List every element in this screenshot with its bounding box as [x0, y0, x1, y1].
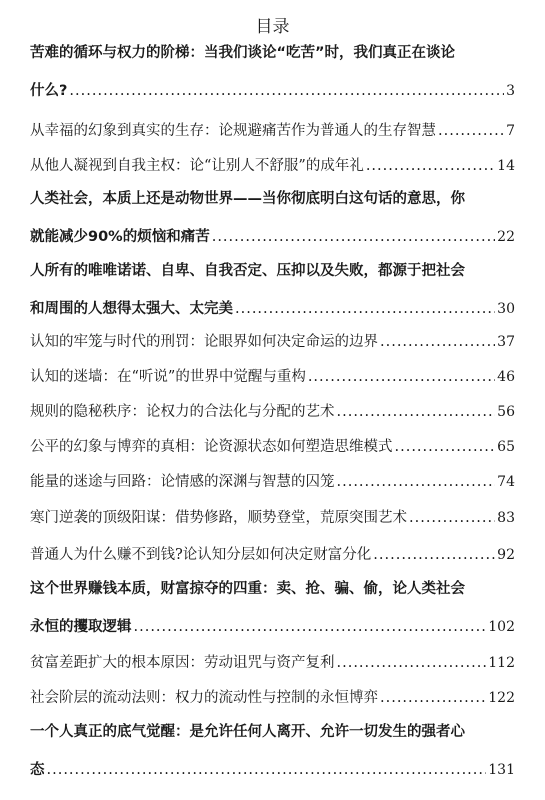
toc-entry[interactable] [30, 157, 515, 177]
toc-entry-title: 认知的迷墙：在“听说”的世界中觉醒与重构 [30, 369, 306, 385]
toc-entry-title-cont: 什么? [30, 83, 68, 99]
toc-page-number: 56 [497, 404, 515, 420]
toc-page-number: 46 [497, 369, 515, 385]
toc-entry[interactable] [30, 262, 515, 320]
dot-leader [235, 300, 495, 318]
toc-entry-title-cont: 和周围的人想得太强大、太完美 [30, 301, 233, 317]
toc-entry[interactable] [30, 122, 515, 142]
toc-entry-title: 普通人为什么赚不到钱?论认知分层如何决定财富分化 [30, 547, 372, 563]
dot-leader [380, 333, 495, 351]
toc-entry-title: 社会阶层的流动法则：权力的流动性与控制的永恒博弈 [30, 690, 378, 706]
toc-page-number: 14 [497, 158, 515, 174]
toc-entry-title: 人类社会，本质上还是动物世界——当你彻底明白这句话的意思，你 [30, 191, 465, 207]
toc-entry[interactable] [30, 509, 515, 529]
toc-entry[interactable] [30, 546, 515, 566]
toc-entry-line [30, 473, 515, 493]
toc-entry-title-cont: 态 [30, 762, 45, 778]
toc-page-number: 92 [497, 547, 515, 563]
toc-entry-title: 这个世界赚钱本质，财富掠夺的四重：卖、抢、骗、偷，论人类社会 [30, 581, 465, 597]
toc-entry[interactable] [30, 438, 515, 458]
toc-entry-line [30, 368, 515, 388]
toc-entry-line [30, 438, 515, 458]
dot-leader [380, 689, 486, 707]
dot-leader [337, 654, 487, 672]
toc-entry-title: 人所有的唯唯诺诺、自卑、自我否定、压抑以及失败，都源于把社会 [30, 263, 465, 279]
toc-entry-line [30, 654, 515, 674]
toc-page-number: 102 [488, 619, 515, 635]
toc-page-number: 22 [497, 229, 515, 245]
dot-leader [409, 509, 495, 527]
toc-entry-line [30, 509, 515, 529]
toc-entry[interactable] [30, 368, 515, 388]
toc-page-number: 65 [497, 439, 515, 455]
toc-entry-line [30, 333, 515, 353]
toc-entry[interactable] [30, 333, 515, 353]
toc-page-number: 30 [497, 301, 515, 317]
toc-page-number: 3 [506, 83, 515, 99]
toc-entry-line [30, 403, 515, 423]
toc-entry-title: 从他人凝视到自我主权：论“让别人不舒服”的成年礼 [30, 158, 364, 174]
dot-leader [337, 473, 496, 491]
toc-entry-title-cont: 永恒的攫取逻辑 [30, 619, 132, 635]
toc-page-number: 74 [497, 474, 515, 490]
toc-page-number: 122 [488, 690, 515, 706]
toc-entry-title: 能量的迷途与回路：论情感的深渊与智慧的囚笼 [30, 474, 335, 490]
toc-page-number: 112 [488, 655, 515, 671]
toc-entry-title: 规则的隐秘秩序：论权力的合法化与分配的艺术 [30, 404, 335, 420]
toc-entry-line [30, 618, 515, 638]
toc-entry[interactable] [30, 473, 515, 493]
dot-leader [373, 546, 495, 564]
toc-entry[interactable] [30, 723, 515, 781]
dot-leader [308, 368, 495, 386]
toc-entry-line [30, 82, 515, 102]
toc-entry[interactable] [30, 654, 515, 674]
dot-leader [47, 761, 487, 779]
dot-leader [212, 228, 495, 246]
toc-page-number: 7 [506, 123, 515, 139]
toc-entry[interactable] [30, 44, 515, 102]
toc-entry-line [30, 689, 515, 709]
toc-entry-title: 苦难的循环与权力的阶梯：当我们谈论“吃苦”时，我们真正在谈论 [30, 45, 456, 61]
toc-entry-title: 寒门逆袭的顶级阳谋：借势修路，顺势登堂，荒原突围艺术 [30, 510, 407, 526]
dot-leader [438, 122, 504, 140]
toc-entry[interactable] [30, 190, 515, 248]
toc-title: 目录 [255, 17, 290, 37]
dot-leader [395, 438, 496, 456]
toc-page-number: 37 [497, 334, 515, 350]
dot-leader [69, 82, 504, 100]
toc-page-number: 83 [497, 510, 515, 526]
toc-entry[interactable] [30, 580, 515, 638]
toc-entry-line [30, 157, 515, 177]
toc-entry-title: 公平的幻象与博弈的真相：论资源状态如何塑造思维模式 [30, 439, 393, 455]
toc-entry-line [30, 546, 515, 566]
toc-entry-title: 认知的牢笼与时代的刑罚：论眼界如何决定命运的边界 [30, 334, 378, 350]
dot-leader [366, 157, 495, 175]
toc-entry-line [30, 761, 515, 781]
toc-entry-line [30, 228, 515, 248]
toc-entry[interactable] [30, 403, 515, 423]
toc-entry[interactable] [30, 689, 515, 709]
toc-page-number: 131 [488, 762, 515, 778]
dot-leader [337, 403, 496, 421]
dot-leader [134, 618, 487, 636]
toc-entry-title: 一个人真正的底气觉醒：是允许任何人离开、允许一切发生的强者心 [30, 724, 465, 740]
toc-entry-title-cont: 就能减少90%的烦恼和痛苦 [30, 229, 210, 245]
toc-entry-line [30, 122, 515, 142]
toc-entry-title: 从幸福的幻象到真实的生存：论规避痛苦作为普通人的生存智慧 [30, 123, 436, 139]
toc-entry-title: 贫富差距扩大的根本原因：劳动诅咒与资产复利 [30, 655, 335, 671]
toc-entry-line [30, 300, 515, 320]
